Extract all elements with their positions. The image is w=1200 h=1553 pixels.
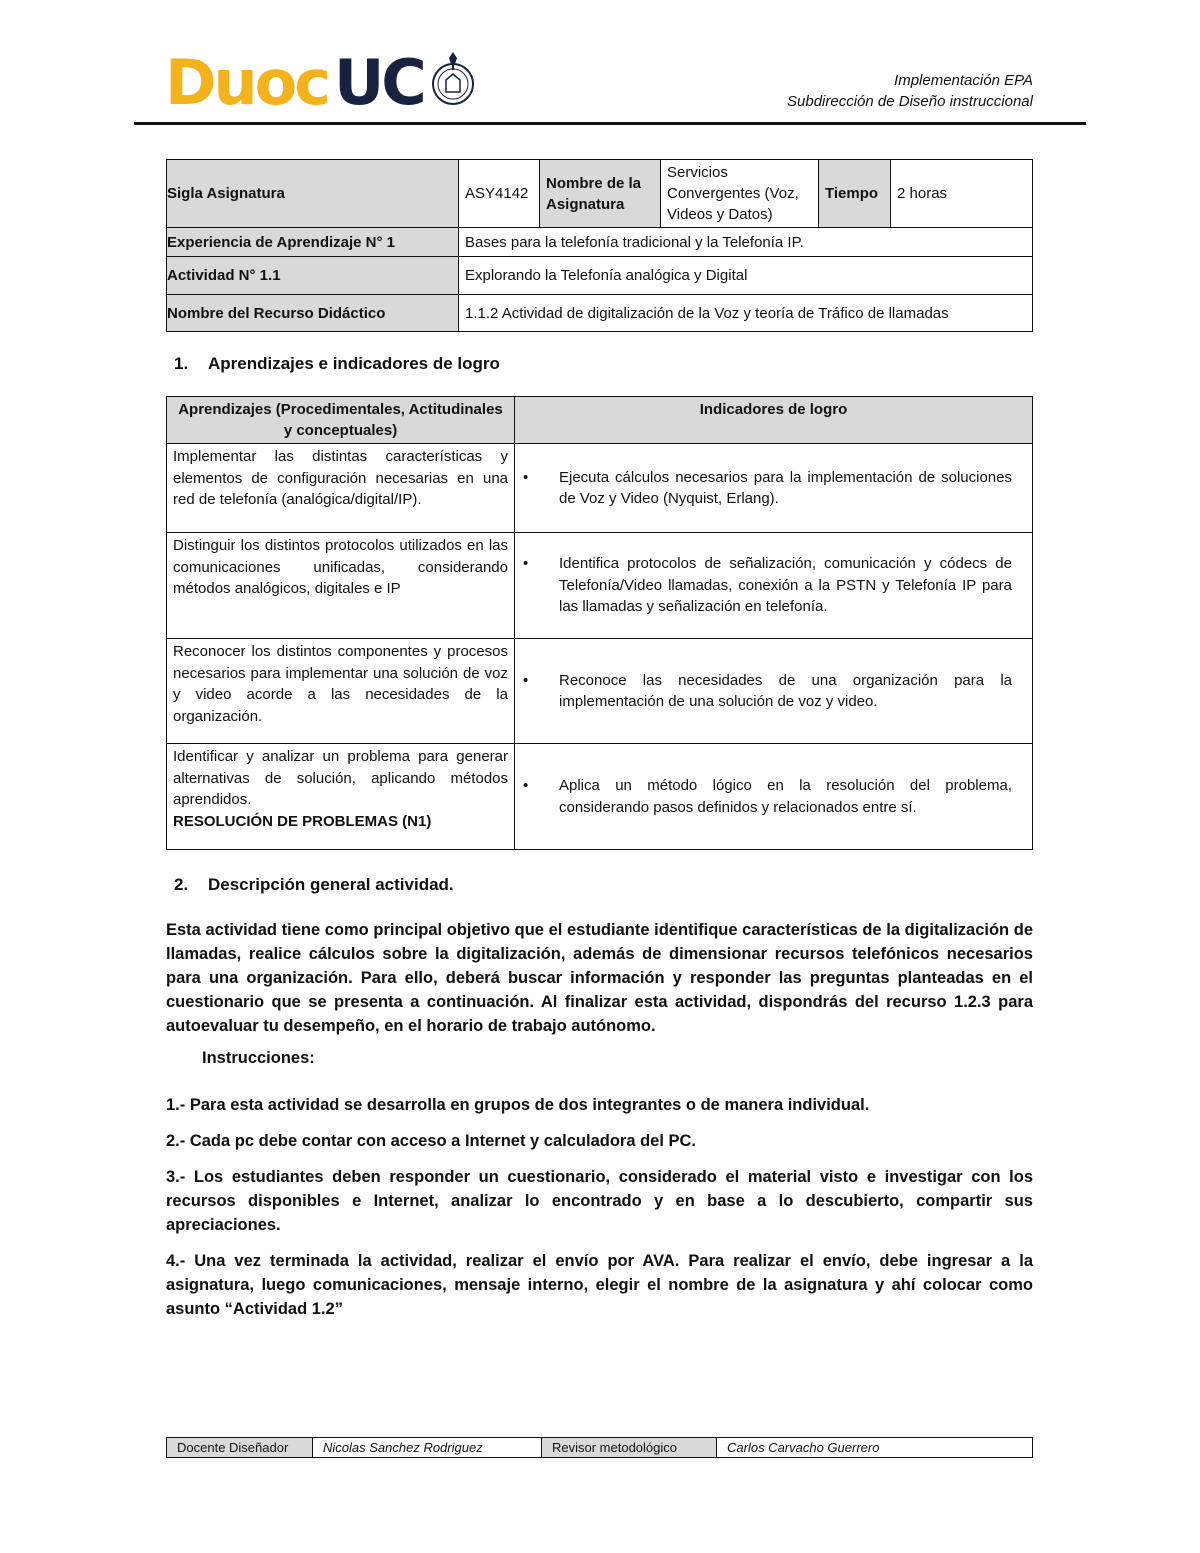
revisor-value: Carlos Carvacho Guerrero — [717, 1438, 1033, 1458]
sigla-value: ASY4142 — [459, 160, 540, 228]
nombre-label: Nombre de la Asignatura — [540, 160, 661, 228]
actividad-label: Actividad N° 1.1 — [167, 257, 459, 295]
sigla-label: Sigla Asignatura — [167, 160, 459, 228]
outcome-row — [167, 533, 1033, 639]
section-2-number: 2. — [174, 875, 189, 894]
aprendizajes-header: Aprendizajes (Procedimentales, Actitudinales y conceptuales) — [167, 397, 515, 444]
revisor-label: Revisor metodológico — [542, 1438, 717, 1458]
course-info-table — [166, 159, 1033, 332]
logo-uc-text: UC — [333, 46, 424, 119]
outcome-row — [167, 744, 1033, 850]
nombre-value: Servicios Convergentes (Voz, Videos y Datos) — [661, 160, 819, 228]
instruction-step: 2.- Cada pc debe contar con acceso a Internet y calculadora del PC. — [166, 1132, 697, 1150]
instruction-step: 3.- Los estudiantes deben responder un cuestionario, considerado el material visto e investigar con los recursos disponibles e Internet, analizar lo encontrado y en base a lo descubierto, compartir sus apreciaciones. — [166, 1168, 1033, 1234]
experiencia-label: Experiencia de Aprendizaje N° 1 — [167, 228, 459, 257]
footer-credits-table — [166, 1437, 1033, 1458]
experiencia-value: Bases para la telefonía tradicional y la Telefonía IP. — [459, 228, 1033, 257]
indicador-cell — [515, 639, 1033, 744]
info-row-actividad — [167, 257, 1033, 295]
aprendizaje-text: Distinguir los distintos protocolos utilizados en las comunicaciones unificadas, considerando métodos analógicos, digitales e IP — [167, 533, 515, 639]
activity-description: Esta actividad tiene como principal objetivo que el estudiante identifique características de la digitalización de llamadas, realice cálculos sobre la digitalización, además de dimensionar recursos telefónicos necesarios para una organización. Para ello, deberá buscar información y responder las preguntas planteadas en el cuestionario que se presenta a continuación. Al finalizar esta actividad, dispondrás del recurso 1.2.3 para autoevaluar tu desempeño, en el horario de trabajo autónomo. — [166, 921, 1033, 1035]
docente-value: Nicolas Sanchez Rodriguez — [313, 1438, 542, 1458]
outcome-row — [167, 639, 1033, 744]
recurso-label: Nombre del Recurso Didáctico — [167, 295, 459, 332]
outcome-row — [167, 444, 1033, 533]
indicador-text: Reconoce las necesidades de una organización para la implementación de una solución de voz y video. — [559, 671, 1012, 710]
header-line-2: Subdirección de Diseño instruccional — [787, 93, 1033, 110]
header-right-block — [787, 70, 1033, 112]
learning-outcomes-table — [166, 396, 1033, 850]
section-2-heading — [166, 875, 454, 895]
bullet-icon: • — [523, 555, 529, 573]
bullet-icon: • — [523, 468, 529, 486]
docente-label: Docente Diseñador — [167, 1438, 313, 1458]
instruction-step: 1.- Para esta actividad se desarrolla en grupos de dos integrantes o de manera individual. — [166, 1096, 870, 1114]
info-row-experiencia — [167, 228, 1033, 257]
recurso-value: 1.1.2 Actividad de digitalización de la Voz y teoría de Tráfico de llamadas — [459, 295, 1033, 332]
header-line-1: Implementación EPA — [894, 72, 1033, 89]
section-1-heading — [166, 354, 500, 374]
instruction-step: 4.- Una vez terminada la actividad, realizar el envío por AVA. Para realizar el envío, debe ingresar a la asignatura, luego comunicaciones, mensaje interno, elegir el nombre de la asignatura y ahí colocar como asunto “Actividad 1.2” — [166, 1252, 1033, 1318]
section-2-title: Descripción general actividad. — [208, 875, 454, 894]
indicador-text: Ejecuta cálculos necesarios para la implementación de soluciones de Voz y Video (Nyquist, Erlang). — [559, 468, 1012, 507]
indicador-cell — [515, 533, 1033, 639]
aprendizaje-cell — [167, 744, 515, 850]
indicador-cell — [515, 444, 1033, 533]
bullet-icon: • — [523, 777, 529, 794]
indicador-cell — [515, 744, 1033, 850]
tiempo-value: 2 horas — [891, 160, 1033, 228]
duoc-uc-logo — [165, 48, 476, 118]
bullet-icon: • — [523, 671, 529, 689]
indicadores-header: Indicadores de logro — [515, 397, 1033, 444]
aprendizaje-text: Implementar las distintas características y elementos de configuración necesarias en una red de telefonía (analógica/digital/IP). — [167, 444, 515, 533]
outcomes-header-row — [167, 397, 1033, 444]
logo-duoc-text: Duoc — [165, 46, 328, 119]
instructions-title: Instrucciones: — [202, 1049, 315, 1067]
section-1-number: 1. — [174, 354, 189, 373]
header-divider — [134, 122, 1086, 125]
competencia-label: RESOLUCIÓN DE PROBLEMAS (N1) — [173, 812, 432, 830]
aprendizaje-text: Reconocer los distintos componentes y procesos necesarios para implementar una solución de voz y video acorde a las necesidades de la organización. — [167, 639, 515, 744]
indicador-text: Aplica un método lógico en la resolución del problema, considerando pasos definidos y relacionados entre sí. — [559, 777, 1012, 816]
section-1-title: Aprendizajes e indicadores de logro — [208, 354, 500, 373]
actividad-value: Explorando la Telefonía analógica y Digital — [459, 257, 1033, 295]
aprendizaje-text: Identificar y analizar un problema para generar alternativas de solución, aplicando métodos aprendidos. — [173, 748, 508, 808]
indicador-text: Identifica protocolos de señalización, comunicación y códecs de Telefonía/Video llamadas, conexión a la PSTN y Telefonía IP para las llamadas y señalización en telefonía. — [559, 555, 1012, 616]
instructions-list — [166, 1093, 1033, 1333]
info-row-recurso — [167, 295, 1033, 332]
university-seal-icon — [430, 50, 476, 112]
info-row-sigla — [167, 160, 1033, 228]
tiempo-label: Tiempo — [819, 160, 891, 228]
